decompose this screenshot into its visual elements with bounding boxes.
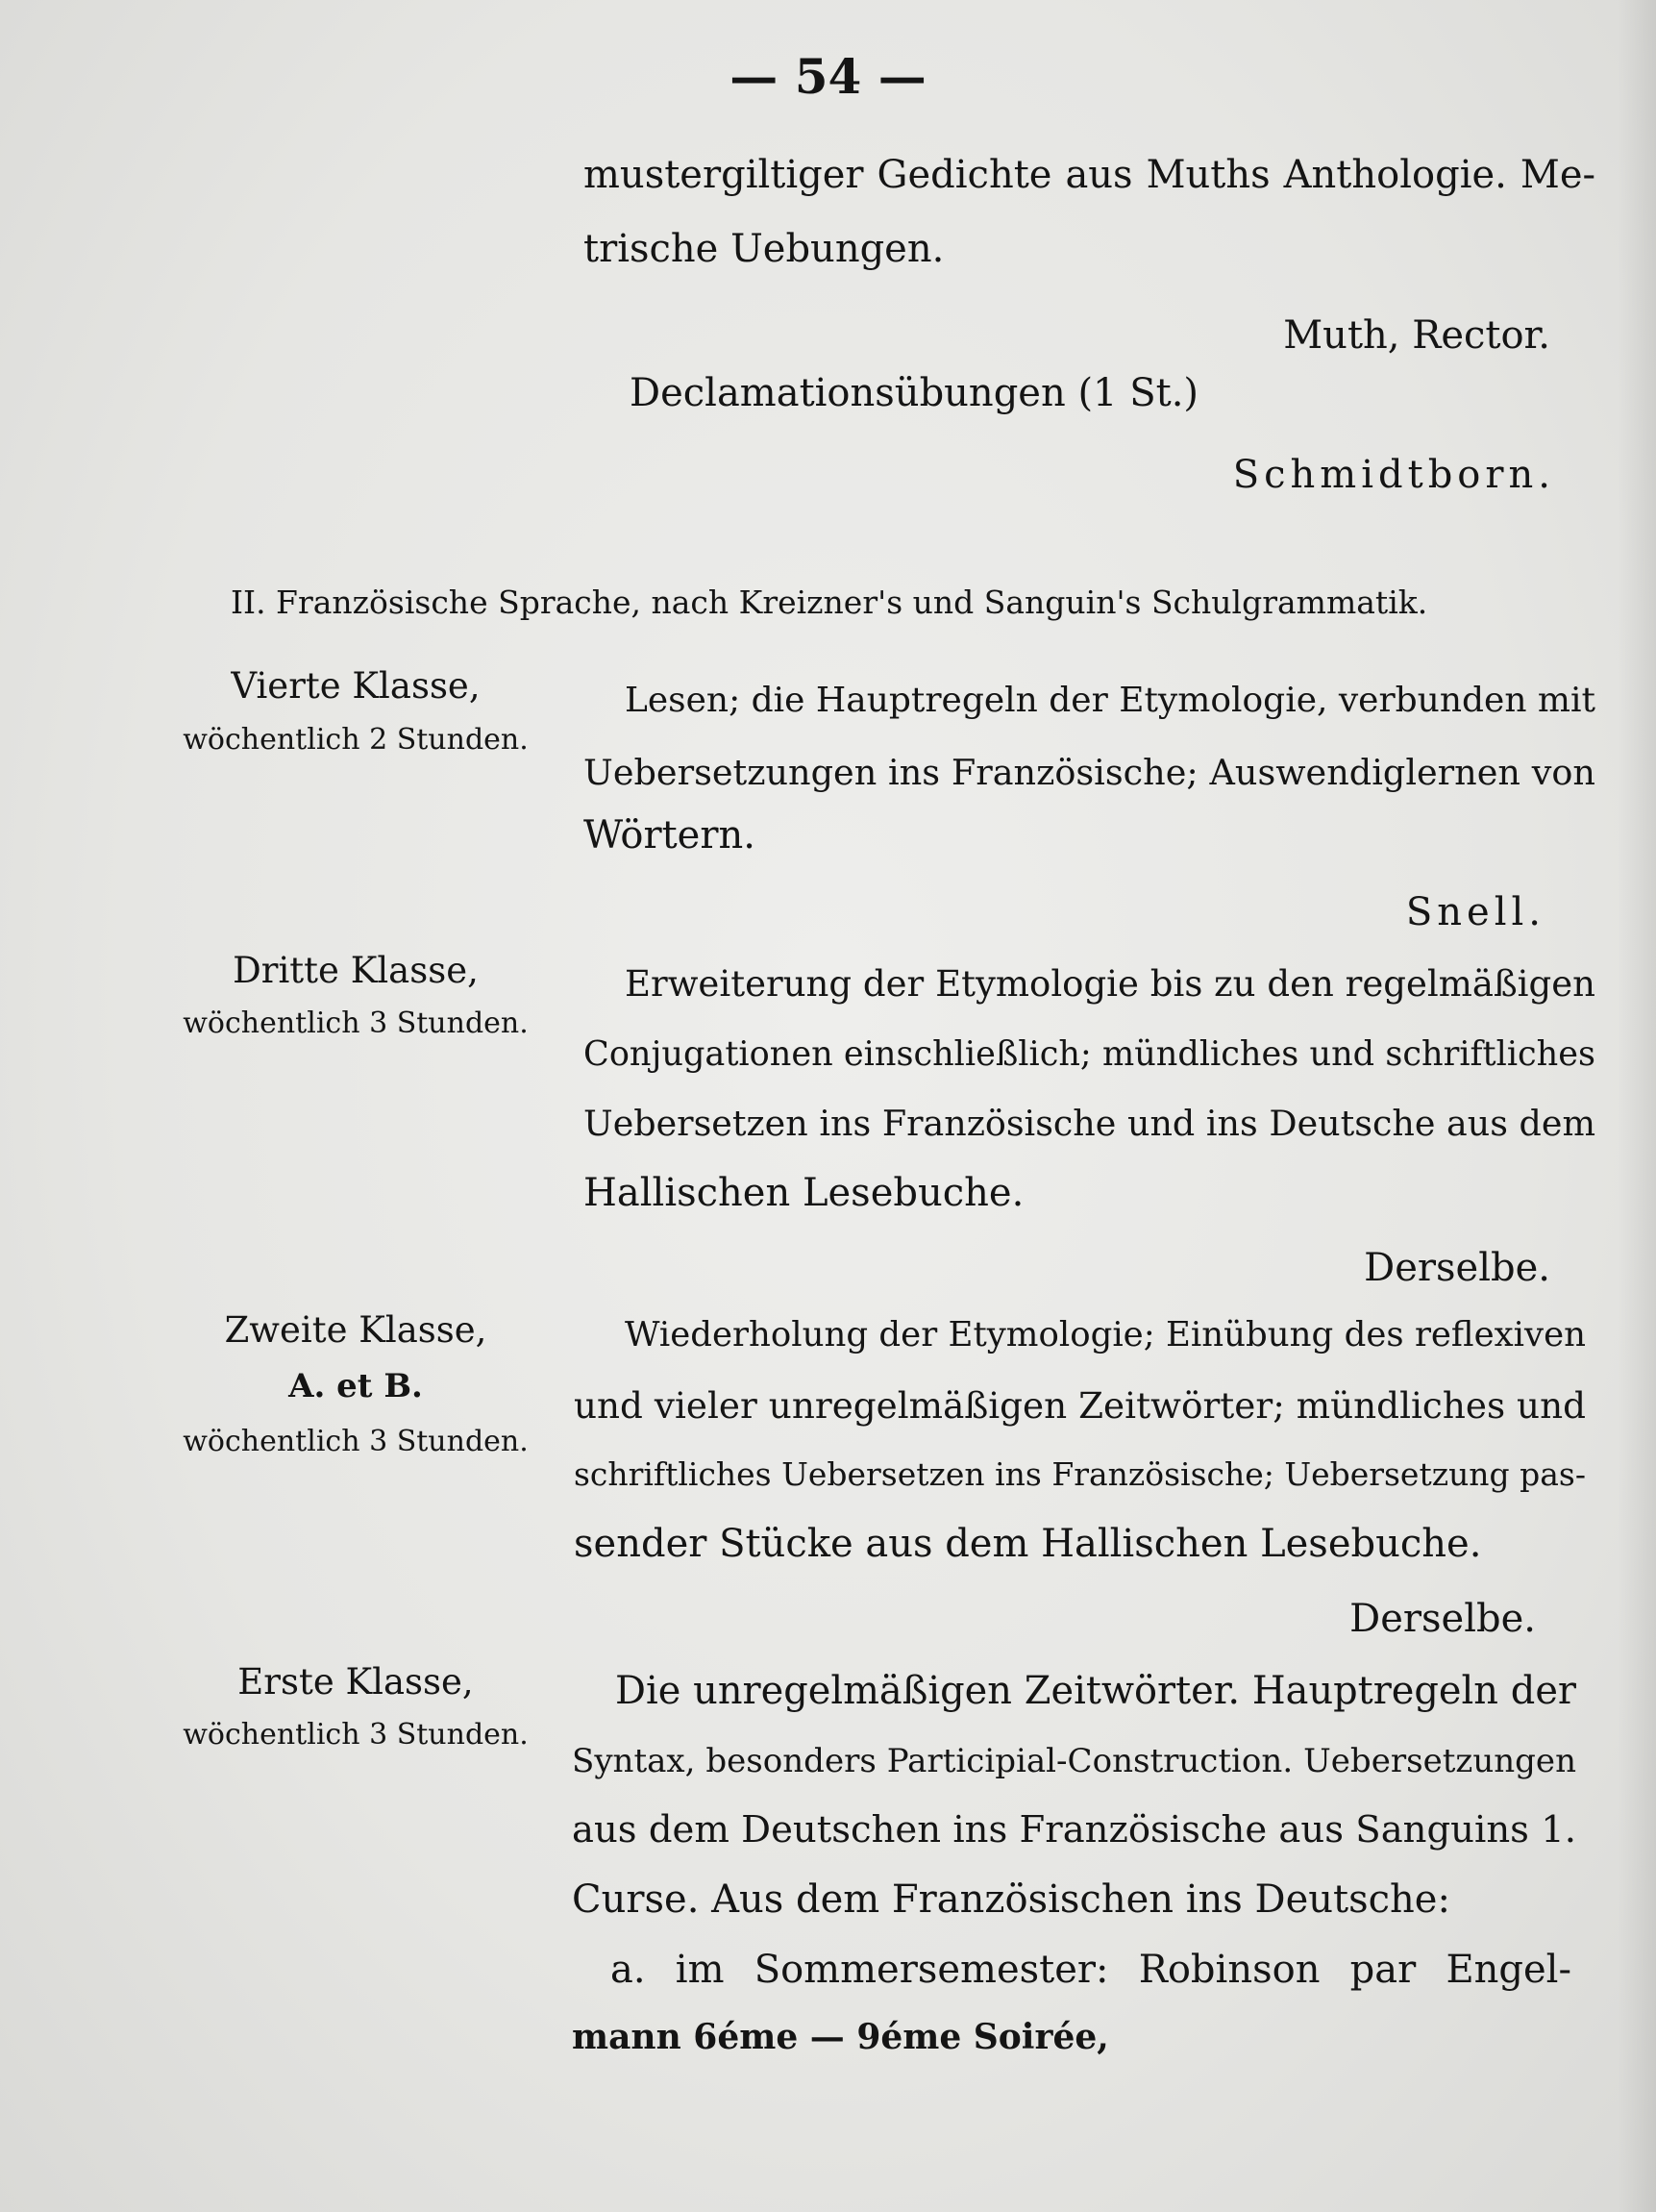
class-name: Vierte Klasse, <box>231 665 481 707</box>
list-item: a. im Sommersemester: Robinson par Engel- <box>610 1948 1571 1992</box>
body-line: Wörtern. <box>583 813 755 857</box>
body-line: Conjugationen einschließlich; mündliches und schriftliches <box>583 1034 1595 1074</box>
signature-snell: Snell. <box>1405 890 1545 934</box>
body-line: trische Uebungen. <box>583 227 945 271</box>
body-line: Uebersetzungen ins Französische; Auswendiglernen von <box>583 752 1595 793</box>
signature-derselbe: Derselbe. <box>1364 1246 1550 1290</box>
declamation-heading: Declamationsübungen (1 St.) <box>630 371 1199 415</box>
class-hours: wöchentlich 2 Stunden. <box>183 723 529 757</box>
body-line: aus dem Deutschen ins Französische aus Sanguins 1. <box>572 1808 1576 1852</box>
class-subname: A. et B. <box>288 1367 423 1405</box>
class-hours: wöchentlich 3 Stunden. <box>183 1718 529 1752</box>
body-line: Die unregelmäßigen Zeitwörter. Hauptregeln der <box>615 1669 1576 1713</box>
body-line: und vieler unregelmäßigen Zeitwörter; mündliches und <box>574 1384 1586 1427</box>
body-line: Syntax, besonders Participial-Construction. Uebersetzungen <box>572 1742 1576 1780</box>
body-line: Lesen; die Hauptregeln der Etymologie, verbunden mit <box>625 681 1595 720</box>
class-name: Erste Klasse, <box>237 1661 474 1702</box>
body-line: Uebersetzen ins Französische und ins Deutsche aus dem <box>583 1103 1595 1144</box>
section-heading: II. Französische Sprache, nach Kreizner's und Sanguin's Schulgrammatik. <box>231 584 1428 621</box>
body-line: Hallischen Lesebuche. <box>583 1171 1025 1215</box>
signature-derselbe: Derselbe. <box>1349 1597 1536 1641</box>
body-line: Curse. Aus dem Französischen ins Deutsche: <box>572 1877 1450 1922</box>
signature-muth: Muth, Rector. <box>1283 313 1550 358</box>
body-line: Erweiterung der Etymologie bis zu den regelmäßigen <box>625 963 1595 1005</box>
body-line: Wiederholung der Etymologie; Einübung des reflexiven <box>625 1315 1586 1355</box>
page-number: — 54 — <box>729 48 927 105</box>
signature-schmidtborn: Schmidtborn. <box>1232 453 1555 497</box>
class-name: Dritte Klasse, <box>233 950 479 991</box>
class-name: Zweite Klasse, <box>224 1309 487 1351</box>
body-line: schriftliches Uebersetzen ins Französische; Uebersetzung pas- <box>574 1455 1586 1493</box>
class-hours: wöchentlich 3 Stunden. <box>183 1425 529 1458</box>
body-line: mustergiltiger Gedichte aus Muths Anthologie. Me- <box>583 153 1595 197</box>
list-item-continuation: mann 6éme — 9éme Soirée, <box>572 2017 1109 2057</box>
body-line: sender Stücke aus dem Hallischen Lesebuche. <box>574 1522 1482 1566</box>
page-edge-shadow <box>1618 0 1656 2212</box>
class-hours: wöchentlich 3 Stunden. <box>183 1007 529 1040</box>
